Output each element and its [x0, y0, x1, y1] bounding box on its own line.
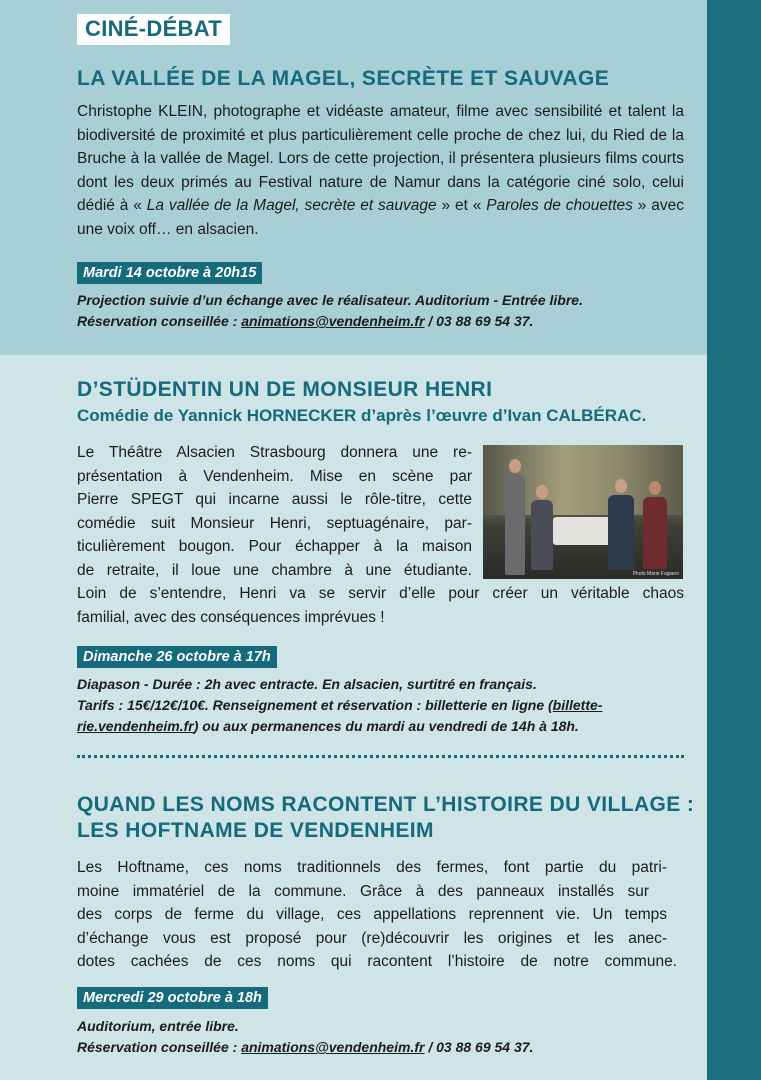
event-date-badge: Mardi 14 octobre à 20h15: [77, 262, 262, 284]
theatre-photo: [483, 445, 683, 579]
photo-credit: Photo Marie Fagiano: [632, 571, 679, 577]
event-date-badge: Mercredi 29 octobre à 18h: [77, 987, 268, 1009]
category-tag: CINÉ-DÉBAT: [77, 14, 230, 45]
ticket-link[interactable]: rie.vendenheim.fr: [77, 718, 194, 734]
dotted-divider: [77, 755, 684, 758]
email-link[interactable]: animations@vendenheim.fr: [241, 313, 425, 329]
right-sidebar-band: [707, 0, 761, 1080]
email-link[interactable]: animations@vendenheim.fr: [241, 1039, 425, 1055]
event-description: Christophe KLEIN, photographe et vidéaste amateur, filme avec sensibilité et talent la biodiversité de proximité et plus particulièrement celle proche de chez lui, du Ried de la Bruche à la vallée de Magel. Lors de cette projection, il présentera plusieurs films courts dont les deux primés au Festival nature de Namur dans la catégorie ciné solo, celui dédié à « La vallée de la Magel, secrète et sauvage » et « Paroles de chouettes » avec une voix off… en alsacien.: [77, 103, 684, 238]
event-title: D’STÜDENTIN UN DE MONSIEUR HENRI: [77, 378, 493, 401]
ticket-link[interactable]: billette-: [552, 697, 603, 713]
event-info: Diapason - Durée : 2h avec entracte. En alsacien, surtitré en français. Tarifs : 15€/12€/10€. Renseignement et réservation : billetterie en ligne (billette- rie.vendenheim.fr) ou aux permanences du mardi au vendredi de 14h à 18h.: [77, 676, 603, 734]
event-description: Le Théâtre Alsacien Strasbourg donnera une re- présentation à Vendenheim. Mise en scène par Pierre SPEGT qui incarne aussi le rôle-titre, cette comédie suit Monsieur Henri, septuagénaire, par- ticulièrement bougon. Pour échapper à la maison de retraite, il loue une chambre à une étudiante. Loin de s’entendre, Henri va se servir d’elle pour créer un véritable chaos familial, avec des conséquences imprévues !: [77, 444, 684, 626]
event-info: Projection suivie d’un échange avec le réalisateur. Auditorium - Entrée libre. Réservation conseillée : animations@vendenheim.fr / 03 88 69 54 37.: [77, 292, 583, 329]
event-title: LA VALLÉE DE LA MAGEL, SECRÈTE ET SAUVAGE: [77, 67, 610, 90]
event-date-badge: Dimanche 26 octobre à 17h: [77, 646, 277, 668]
event-info: Auditorium, entrée libre. Réservation conseillée : animations@vendenheim.fr / 03 88 69 54 37.: [77, 1018, 534, 1055]
event-title: QUAND LES NOMS RACONTENT L’HISTOIRE DU VILLAGE : LES HOFTNAME DE VENDENHEIM: [77, 793, 695, 842]
event-subtitle: Comédie de Yannick HORNECKER d’après l’œuvre d’Ivan CALBÉRAC.: [77, 406, 647, 425]
event-description: Les Hoftname, ces noms traditionnels des fermes, font partie du patri- moine immatériel de la commune. Grâce à des panneaux installés sur des corps de ferme du village, ces appellations reprennent vie. Un temps d’échange vous est proposé pour (re)découvrir les origines et les anec- dotes cachées de ces noms qui racontent l’histoire de notre commune.: [77, 859, 677, 970]
